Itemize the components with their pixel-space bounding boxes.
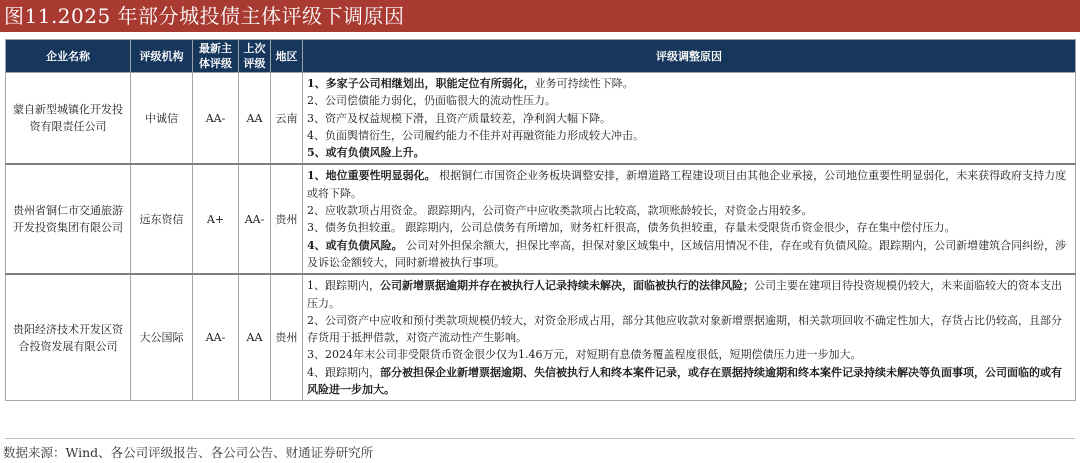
company-name: 贵州省铜仁市交通旅游开发投资集团有限公司 xyxy=(6,164,131,274)
reason-item: 2、应收款项占用资金。 跟踪期内，公司资产中应收类款项占比较高，款项账龄较长，对资金占用较多。 xyxy=(307,204,813,218)
table-row xyxy=(6,164,1076,274)
header-company: 企业名称 xyxy=(6,40,131,73)
latest-rating: AA- xyxy=(193,73,239,165)
latest-rating: A+ xyxy=(193,164,239,274)
data-source-note: 数据来源：Wind、各公司评级报告、各公司公告、财通证券研究所 xyxy=(3,445,374,460)
region: 贵州 xyxy=(271,274,303,401)
company-name: 贵阳经济技术开发区资合投资发展有限公司 xyxy=(6,274,131,401)
reason-item: 2、公司资产中应收和预付类款项规模仍较大，对资金形成占用，部分其他应收款对象新增票据逾期，相关款项回收不确定性加大，存货占比仍较高，且部分存货用于抵押借款，对资产流动性产生影响。 xyxy=(307,313,1062,345)
reason-item: 3、2024年末公司非受限货币资金很少仅为1.46万元，对短期有息债务覆盖程度很低，短期偿债压力进一步加大。 xyxy=(307,348,862,362)
reason-item: 4、负面舆情衍生，公司履约能力不佳并对再融资能力形成较大冲击。 xyxy=(307,128,644,142)
rating-agency: 大公国际 xyxy=(131,274,193,401)
rating-agency: 中诚信 xyxy=(131,73,193,165)
table-row xyxy=(6,73,1076,165)
header-latest-rating: 最新主体评级 xyxy=(193,40,239,73)
figure-title: 图11.2025 年部分城投债主体评级下调原因 xyxy=(0,0,1080,32)
reason-item: 2、公司偿债能力弱化，仍面临很大的流动性压力。 xyxy=(307,94,556,108)
previous-rating: AA xyxy=(239,274,271,401)
reason-item: 1、多家子公司相继划出，职能定位有所弱化，业务可持续性下降。 xyxy=(307,77,634,90)
reason-item: 5、或有负债风险上升。 xyxy=(307,146,425,160)
reason-item: 4、或有负债风险。 公司对外担保余额大，担保比率高，担保对象区域集中，区域信用情况不佳，存在或有负债风险。跟踪期内，公司新增建筑合同纠纷，涉及诉讼金额较大，同时新增被执行事项。 xyxy=(307,238,1067,269)
company-name: 蒙自新型城镇化开发投资有限责任公司 xyxy=(6,73,131,165)
adjustment-reasons xyxy=(303,73,1076,165)
rating-downgrade-table xyxy=(5,39,1076,401)
header-reasons: 评级调整原因 xyxy=(303,40,1076,73)
reason-item: 3、资产及权益规模下滑，且资产质量较差，净利润大幅下降。 xyxy=(307,111,611,125)
header-region: 地区 xyxy=(271,40,303,73)
header-agency: 评级机构 xyxy=(131,40,193,73)
region: 云南 xyxy=(271,73,303,165)
previous-rating: AA xyxy=(239,73,271,165)
adjustment-reasons xyxy=(303,164,1076,274)
table-row xyxy=(6,274,1076,401)
divider xyxy=(5,438,1075,439)
latest-rating: AA- xyxy=(193,274,239,401)
reason-item: 1、地位重要性明显弱化。 根据铜仁市国资企业务板块调整安排，新增道路工程建设项目由其他企业承接，公司地位重要性明显弱化，未来获得政府支持力度或将下降。 xyxy=(307,169,1067,200)
header-previous-rating: 上次评级 xyxy=(239,40,271,73)
rating-agency: 远东资信 xyxy=(131,164,193,274)
region: 贵州 xyxy=(271,164,303,274)
reason-item: 4、跟踪期内，部分被担保企业新增票据逾期、失信被执行人和终本案件记录，或存在票据持续逾期和终本案件记录持续未解决等负面事项，公司面临的或有风险进一步加大。 xyxy=(307,365,1062,397)
reason-item: 1、跟踪期内，公司新增票据逾期并存在被执行人记录持续未解决，面临被执行的法律风险；公司主要在建项目待投资规模仍较大，未来面临较大的资本支出压力。 xyxy=(307,279,1062,310)
adjustment-reasons xyxy=(303,274,1076,401)
previous-rating: AA- xyxy=(239,164,271,274)
reason-item: 3、债务负担较重。 跟踪期内，公司总债务有所增加，财务杠杆很高，债务负担较重，存量未受限货币资金很少，存在集中偿付压力。 xyxy=(307,221,956,235)
